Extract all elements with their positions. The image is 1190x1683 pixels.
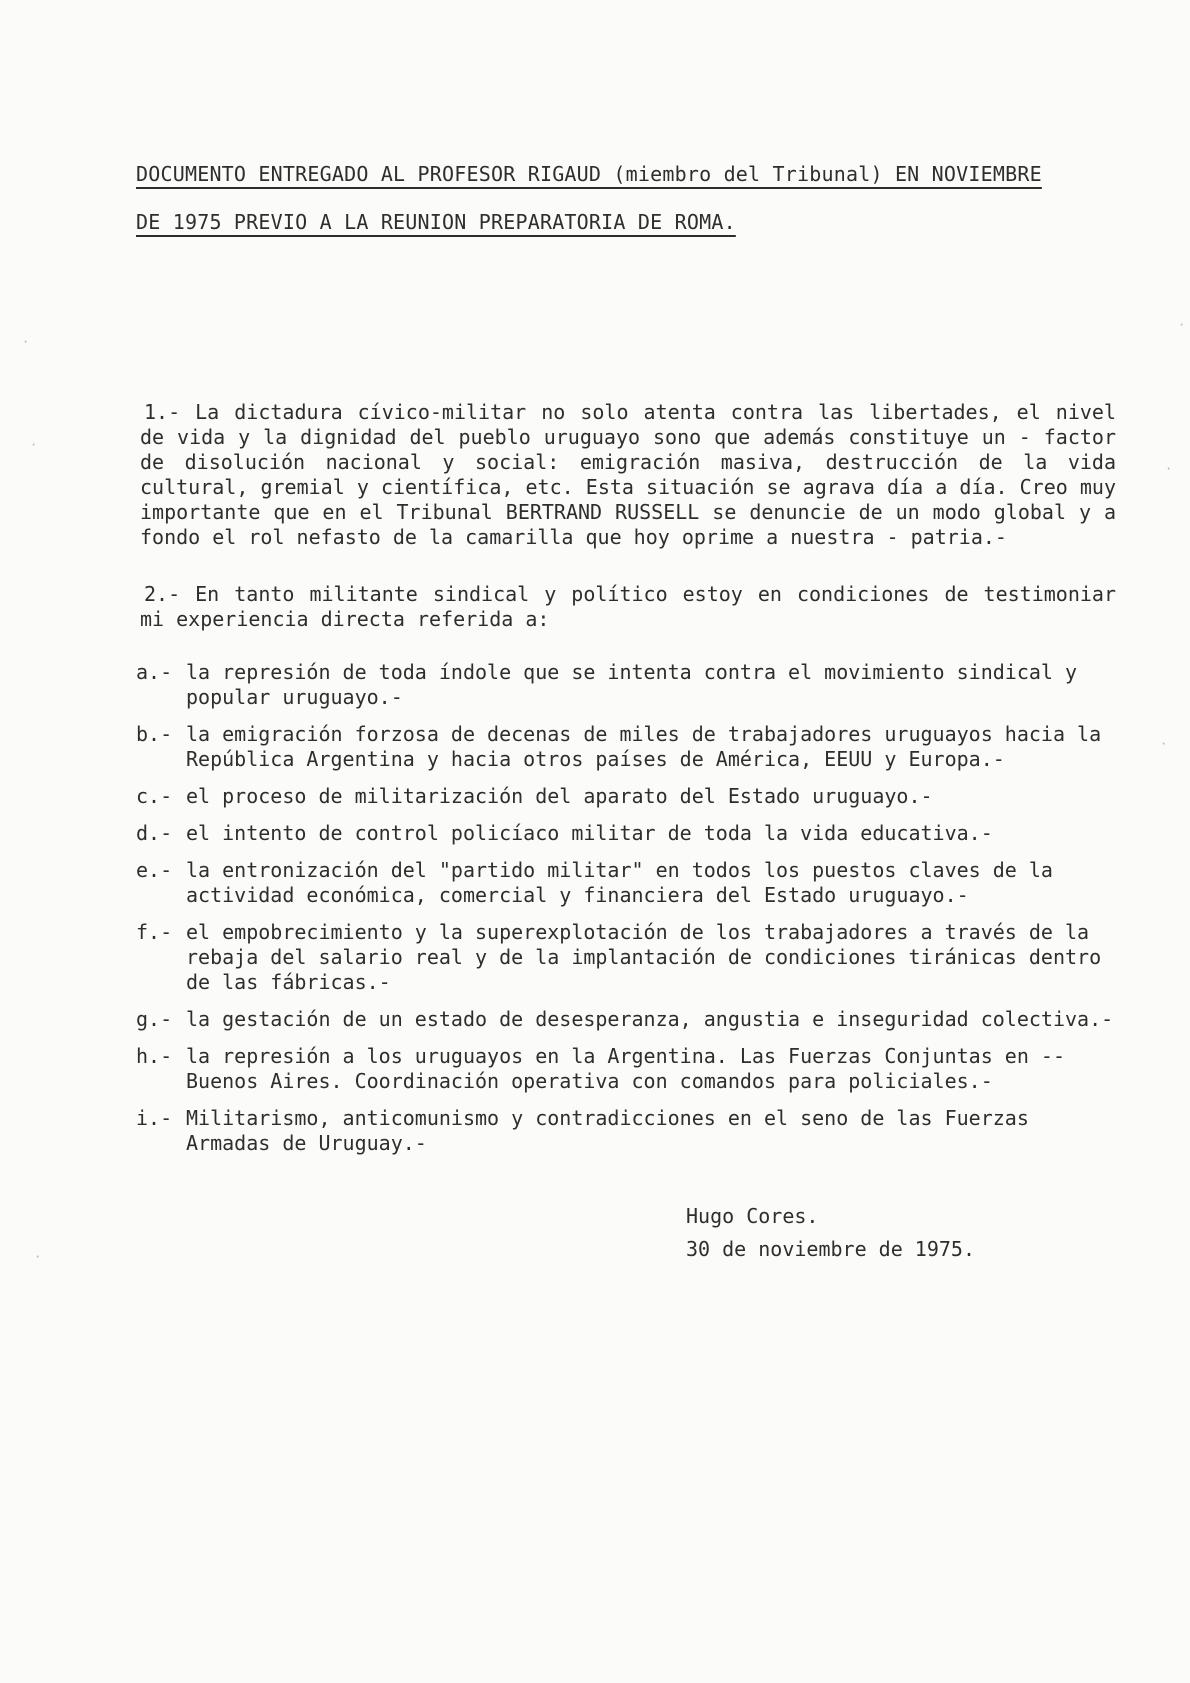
list-item-marker: b.- — [136, 722, 173, 746]
signature-name: Hugo Cores. — [686, 1204, 819, 1228]
paper-speck: · — [1165, 462, 1173, 476]
list-item — [136, 722, 1116, 772]
list-item-text: el empobrecimiento y la superexplotación de los trabajadores a través de la rebaja del salario real y de la implantación de condiciones tiránicas dentro de las fábricas.- — [186, 920, 1102, 994]
list-item — [136, 660, 1116, 710]
list-item — [136, 821, 1116, 846]
list-item-text: Militarismo, anticomunismo y contradicciones en el seno de las Fuerzas Armadas de Uruguay.- — [186, 1106, 1029, 1155]
list-item-text: el intento de control policíaco militar de toda la vida educativa.- — [186, 821, 993, 845]
list-item-marker: d.- — [136, 821, 173, 845]
list-item — [136, 1007, 1116, 1032]
paragraph-1: 1.- La dictadura cívico-militar no solo atenta contra las libertades, el nivel de vida y la dignidad del pueblo uruguayo sono que además constituye un - factor de disolución nacional y social: emigración masiva, destrucción de la vida cultural, gremial y científica, etc. Esta situación se agrava día a día. Creo muy importante que en el Tribunal BERTRAND RUSSELL se denuncie de un modo global y a fondo el rol nefasto de la camarilla que hoy oprime a nuestra - patria.- — [140, 400, 1116, 549]
list-item-text: la represión de toda índole que se intenta contra el movimiento sindical y popular uruguayo.- — [186, 660, 1078, 709]
list-item-marker: i.- — [136, 1106, 173, 1130]
list-item-marker: f.- — [136, 920, 173, 944]
list-item-text: la entronización del "partido militar" en todos los puestos claves de la actividad económica, comercial y financiera del Estado uruguayo.- — [186, 858, 1053, 907]
paper-speck: · — [1160, 737, 1168, 751]
list-item-text: la emigración forzosa de decenas de miles de trabajadores uruguayos hacia la República Argentina y hacia otros países de América, EEUU y Europa.- — [186, 722, 1102, 771]
paper-speck: · — [1178, 318, 1186, 332]
list-item — [136, 1106, 1116, 1156]
list-item-text: la represión a los uruguayos en la Argentina. Las Fuerzas Conjuntas en -- Buenos Aires. Coordinación operativa con comandos para policiales.- — [186, 1044, 1065, 1093]
testimony-list — [136, 660, 1116, 1156]
document-title — [136, 150, 1086, 246]
list-item — [136, 1044, 1116, 1094]
paper-speck: · — [30, 438, 38, 452]
paper-speck: · — [22, 335, 30, 349]
list-item — [136, 784, 1116, 809]
list-item-marker: a.- — [136, 660, 173, 684]
list-item-text: el proceso de militarización del aparato del Estado uruguayo.- — [186, 784, 933, 808]
document-body — [136, 400, 1116, 1168]
list-item-marker: h.- — [136, 1044, 173, 1068]
list-item — [136, 920, 1116, 995]
list-item-marker: g.- — [136, 1007, 173, 1031]
paragraph-2: 2.- En tanto militante sindical y político estoy en condiciones de testimoniar mi experiencia directa referida a: — [140, 582, 1116, 631]
title-line-2: DE 1975 PREVIO A LA REUNION PREPARATORIA DE ROMA. — [136, 210, 736, 234]
list-item-text: la gestación de un estado de desesperanza, angustia e inseguridad colectiva.- — [186, 1007, 1114, 1031]
list-item — [136, 858, 1116, 908]
paper-speck: · — [34, 1250, 42, 1264]
list-item-marker: e.- — [136, 858, 173, 882]
title-line-1: DOCUMENTO ENTREGADO AL PROFESOR RIGAUD (miembro del Tribunal) EN NOVIEMBRE — [136, 162, 1042, 186]
signature-date: 30 de noviembre de 1975. — [686, 1237, 975, 1261]
list-item-marker: c.- — [136, 784, 173, 808]
signature-block — [686, 1200, 975, 1266]
